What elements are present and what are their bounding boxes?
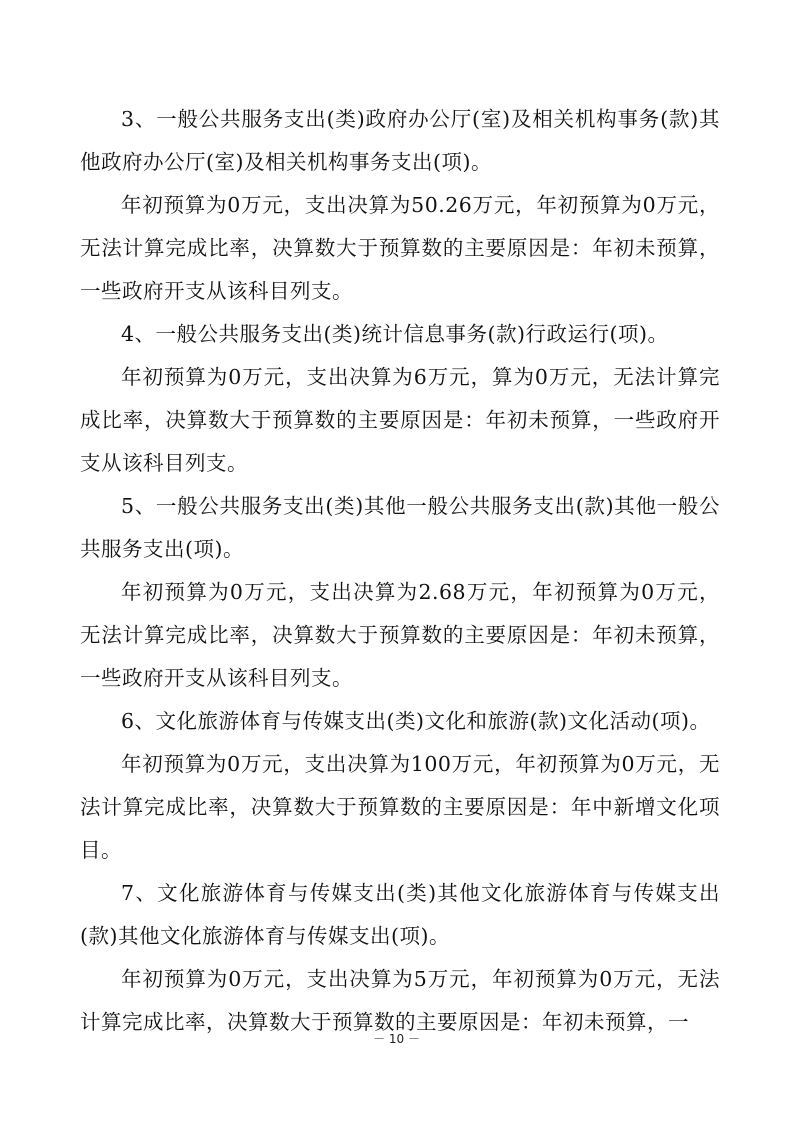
item-4-heading: 4、一般公共服务支出(类)统计信息事务(款)行政运行(项)。 — [121, 322, 669, 346]
item-7-heading: 7、文化旅游体育与传媒支出(类)其他文化旅游体育与传媒支出(款)其他文化旅游体育与传媒支出(项)。 — [80, 881, 720, 948]
item-6-body: 年初预算为0万元，支出决算为100万元，年初预算为0万元，无法计算完成比率，决算数大于预算数的主要原因是：年中新增文化项目。 — [80, 752, 720, 862]
item-7-body: 年初预算为0万元，支出决算为5万元，年初预算为0万元，无法计算完成比率，决算数大于预算数的主要原因是：年初未预算，一 — [80, 967, 720, 1034]
item-4-body: 年初预算为0万元，支出决算为6万元，算为0万元，无法计算完成比率，决算数大于预算数的主要原因是：年初未预算，一些政府开支从该科目列支。 — [80, 365, 720, 475]
item-6-heading: 6、文化旅游体育与传媒支出(类)文化和旅游(款)文化活动(项)。 — [121, 709, 711, 733]
item-3-heading: 3、一般公共服务支出(类)政府办公厅(室)及相关机构事务(款)其他政府办公厅(室)及相关机构事务支出(项)。 — [80, 107, 720, 174]
item-3-body: 年初预算为0万元，支出决算为50.26万元，年初预算为0万元，无法计算完成比率，决算数大于预算数的主要原因是：年初未预算，一些政府开支从该科目列支。 — [80, 193, 720, 303]
item-5-body: 年初预算为0万元，支出决算为2.68万元，年初预算为0万元，无法计算完成比率，决算数大于预算数的主要原因是：年初未预算，一些政府开支从该科目列支。 — [80, 580, 720, 690]
item-5-heading: 5、一般公共服务支出(类)其他一般公共服务支出(款)其他一般公共服务支出(项)。 — [80, 494, 720, 561]
page-number: － 10 － — [373, 1032, 420, 1046]
